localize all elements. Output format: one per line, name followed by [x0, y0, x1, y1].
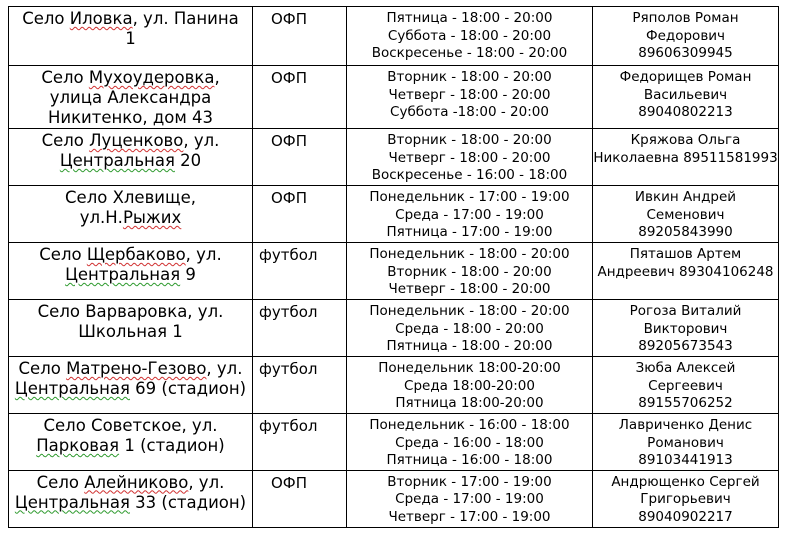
table-row — [9, 7, 779, 66]
schedule-time: Пятница - 18:00 - 20:00 — [386, 338, 553, 354]
location-street: , ул. — [206, 359, 243, 378]
location-cell — [9, 129, 253, 186]
location-prefix: Село — [22, 9, 70, 28]
coach-line: Федорович — [645, 27, 726, 44]
location-prefix: Село — [41, 131, 90, 150]
location-cell — [9, 470, 253, 527]
schedule-time: Вторник - 18:00 - 20:00 — [387, 132, 552, 148]
location-number: 1 (стадион) — [119, 436, 225, 455]
location-street: , ул. — [183, 131, 220, 150]
location-cell — [9, 414, 253, 471]
schedule-time: Среда - 18:00 - 20:00 — [395, 320, 544, 337]
coach-line: Лавриченко Денис — [618, 417, 753, 433]
schedule-cell — [347, 243, 593, 300]
coach-cell — [593, 414, 779, 471]
coach-cell — [593, 186, 779, 243]
location-line: Школьная 1 — [78, 322, 183, 341]
coach-line: Сергеевич — [648, 377, 723, 394]
location-street-name: Центральная — [59, 151, 175, 170]
activity-cell — [253, 66, 347, 129]
schedule-cell — [347, 357, 593, 414]
location-street-name: Центральная — [14, 492, 130, 512]
schedule-cell — [347, 186, 593, 243]
schedule-time: Воскресенье - 16:00 - 18:00 — [371, 167, 568, 183]
coach-line: Ряполов Роман — [632, 10, 739, 26]
activity-cell — [253, 300, 347, 357]
location-number: 69 (стадион) — [129, 379, 247, 398]
schedule-table — [8, 6, 779, 528]
coach-line: Романович — [647, 434, 724, 451]
schedule-time: Понедельник - 17:00 - 19:00 — [369, 189, 570, 205]
location-place: Матрено-Гезово — [66, 359, 207, 378]
activity-cell — [253, 243, 347, 300]
activity-cell — [253, 414, 347, 471]
activity-cell — [253, 7, 347, 66]
schedule-time: Понедельник - 16:00 - 18:00 — [369, 417, 570, 433]
schedule-time: Вторник - 17:00 - 19:00 — [387, 473, 552, 490]
location-street: , ул. — [185, 245, 222, 264]
schedule-time: Пятница 18:00-20:00 — [395, 395, 544, 411]
coach-cell — [593, 129, 779, 186]
table-row — [9, 300, 779, 357]
activity-label: футбол — [259, 246, 318, 264]
location-prefix: Село — [41, 68, 89, 87]
schedule-cell — [347, 414, 593, 471]
schedule-cell — [347, 7, 593, 66]
schedule-time: Вторник - 18:00 - 20:00 — [387, 69, 552, 85]
coach-cell — [593, 470, 779, 527]
coach-phone: Николаевна 89511581993 — [593, 149, 778, 166]
location-prefix: Село — [39, 245, 87, 264]
schedule-time: Понедельник - 18:00 - 20:00 — [369, 246, 570, 262]
coach-line: Васильевич — [643, 86, 728, 103]
location-place: Луценково — [89, 131, 184, 150]
coach-line: Федорищев Роман — [619, 69, 752, 85]
schedule-cell — [347, 470, 593, 527]
location-street: , ул. Панина — [132, 9, 239, 28]
location-number: 9 — [180, 265, 196, 284]
schedule-time: Воскресенье - 18:00 - 20:00 — [371, 45, 568, 61]
location-line: улица Александра — [49, 88, 212, 107]
location-prefix: Село — [36, 472, 85, 492]
coach-line: Пяташов Артем — [629, 246, 742, 262]
location-street: , ул. — [188, 472, 225, 492]
schedule-time: Среда 18:00-20:00 — [404, 377, 535, 394]
activity-cell — [253, 470, 347, 527]
location-place: Мухоудеровка — [88, 68, 215, 87]
schedule-cell — [347, 300, 593, 357]
coach-phone: Андреевич 89304106248 — [597, 263, 774, 280]
schedule-time: Четверг - 18:00 - 20:00 — [388, 281, 551, 297]
schedule-time: Среда - 17:00 - 19:00 — [395, 206, 544, 223]
table-row — [9, 357, 779, 414]
location-number: 33 (стадион) — [129, 492, 247, 512]
location-prefix: Село — [18, 359, 67, 378]
location-street-name: Центральная — [65, 265, 181, 284]
location-cell — [9, 66, 253, 129]
schedule-time: Пятница - 16:00 - 18:00 — [386, 452, 553, 468]
coach-phone: 89205673543 — [638, 338, 733, 354]
location-line: Село Варваровка, ул. — [37, 302, 224, 321]
coach-cell — [593, 7, 779, 66]
activity-label: футбол — [259, 303, 318, 321]
activity-label: футбол — [259, 360, 318, 378]
schedule-time: Суббота - 18:00 - 20:00 — [387, 27, 552, 44]
location-line: Село Хлевище, — [65, 188, 196, 207]
location-cell — [9, 243, 253, 300]
schedule-time: Пятница - 17:00 - 19:00 — [386, 224, 553, 240]
table-row — [9, 186, 779, 243]
coach-phone: 89155706252 — [638, 395, 733, 411]
location-line: 1 — [125, 29, 136, 48]
activity-label: футбол — [259, 417, 318, 435]
activity-label: ОФП — [271, 69, 307, 87]
coach-phone: 89205843990 — [638, 224, 733, 240]
coach-line: Григорьевич — [640, 491, 731, 507]
activity-cell — [253, 186, 347, 243]
schedule-time: Четверг - 18:00 - 20:00 — [388, 86, 551, 103]
schedule-time: Суббота -18:00 - 20:00 — [390, 104, 549, 120]
location-street-name: Парковая — [36, 436, 120, 455]
schedule-cell — [347, 129, 593, 186]
coach-line: Кряжова Ольга — [630, 132, 741, 148]
coach-phone: 89040802213 — [638, 104, 733, 120]
table-row — [9, 414, 779, 471]
location-cell — [9, 186, 253, 243]
location-street-name: Рыжих — [122, 208, 182, 227]
coach-line: Семенович — [646, 206, 725, 223]
location-street-name: Центральная — [14, 379, 130, 398]
activity-cell — [253, 129, 347, 186]
table-row — [9, 470, 779, 527]
schedule-time: Четверг - 18:00 - 20:00 — [388, 149, 551, 166]
table-row — [9, 129, 779, 186]
schedule-time: Пятница - 18:00 - 20:00 — [386, 10, 553, 26]
coach-cell — [593, 66, 779, 129]
activity-label: ОФП — [271, 10, 307, 28]
location-line: Никитенко, дом 43 — [47, 108, 214, 127]
schedule-time: Среда - 16:00 - 18:00 — [395, 434, 544, 451]
schedule-cell — [347, 66, 593, 129]
coach-line: Ивкин Андрей — [634, 189, 737, 205]
activity-label: ОФП — [271, 189, 307, 207]
location-street: , — [214, 68, 220, 87]
activity-label: ОФП — [271, 473, 307, 492]
table-row — [9, 243, 779, 300]
coach-line: Андрющенко Сергей — [611, 473, 760, 490]
location-line: Село Советское, ул. — [43, 416, 218, 435]
coach-cell — [593, 300, 779, 357]
coach-phone: 89040902217 — [638, 508, 733, 525]
coach-line: Викторович — [643, 320, 728, 337]
location-cell — [9, 300, 253, 357]
schedule-time: Четверг - 17:00 - 19:00 — [388, 508, 551, 525]
location-cell — [9, 357, 253, 414]
schedule-time: Понедельник 18:00-20:00 — [378, 360, 561, 376]
coach-cell — [593, 243, 779, 300]
table-row — [9, 66, 779, 129]
activity-cell — [253, 357, 347, 414]
location-street-prefix: ул.Н. — [79, 208, 123, 227]
location-place: Алейниково — [84, 472, 189, 492]
coach-cell — [593, 357, 779, 414]
location-cell — [9, 7, 253, 66]
location-place: Щербаково — [86, 245, 186, 264]
location-place: Иловка — [69, 9, 133, 28]
coach-line: Зюба Алексей — [635, 360, 736, 376]
coach-phone: 89103441913 — [638, 452, 733, 468]
schedule-time: Среда - 17:00 - 19:00 — [395, 491, 544, 507]
coach-line: Рогоза Виталий — [629, 303, 742, 319]
schedule-time: Вторник - 18:00 - 20:00 — [387, 263, 552, 280]
schedule-time: Понедельник - 18:00 - 20:00 — [369, 303, 570, 319]
activity-label: ОФП — [271, 132, 307, 150]
location-number: 20 — [174, 151, 202, 170]
coach-phone: 89606309945 — [638, 45, 733, 61]
